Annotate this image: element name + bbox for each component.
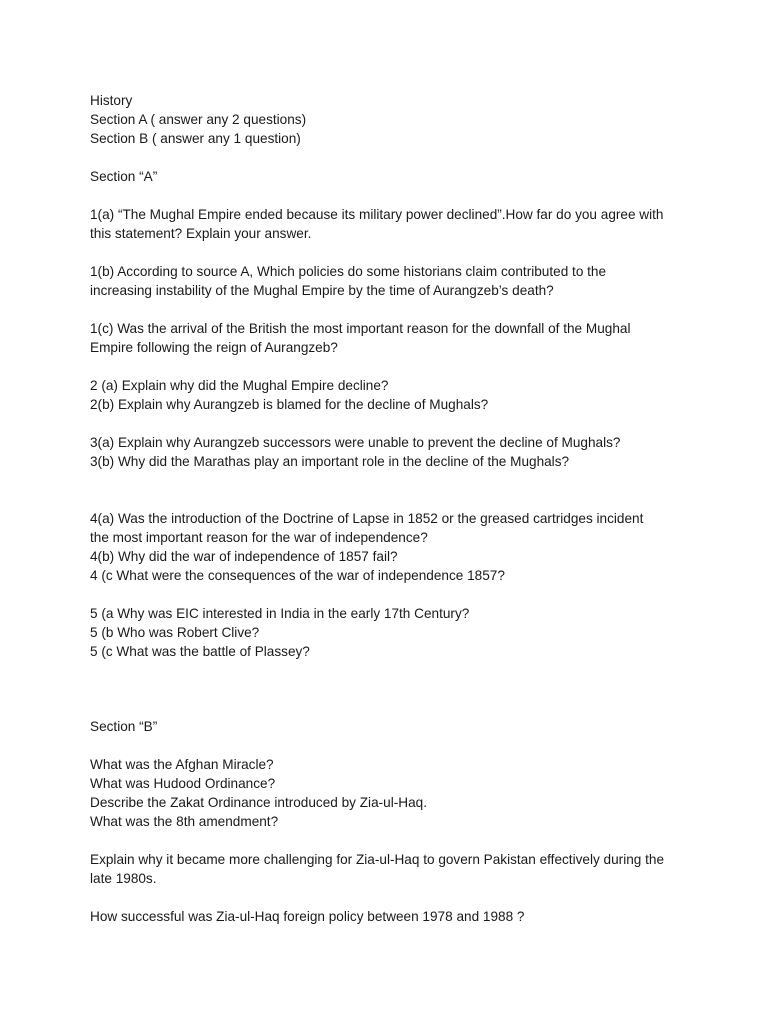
question-1c xyxy=(90,319,690,357)
question-4b: 4(b) Why did the war of independence of 1857 fail? xyxy=(90,549,398,564)
section-b-question-6: How successful was Zia-ul-Haq foreign policy between 1978 and 1988 ? xyxy=(90,909,525,924)
question-1c-line-1: 1(c) Was the arrival of the British the most important reason for the downfall of the Mughal xyxy=(90,321,631,336)
section-a-heading: Section “A” xyxy=(90,169,158,184)
question-1a xyxy=(90,205,690,243)
section-b-instruction: Section B ( answer any 1 question) xyxy=(90,131,301,146)
section-a-instruction: Section A ( answer any 2 questions) xyxy=(90,112,307,127)
question-2a: 2 (a) Explain why did the Mughal Empire decline? xyxy=(90,378,389,393)
question-3b: 3(b) Why did the Marathas play an important role in the decline of the Mughals? xyxy=(90,454,570,469)
question-5c: 5 (c What was the battle of Plassey? xyxy=(90,644,310,659)
question-1b-line-1: 1(b) According to source A, Which policies do some historians claim contributed to the xyxy=(90,264,607,279)
subject-title: History xyxy=(90,93,133,108)
question-4c: 4 (c What were the consequences of the war of independence 1857? xyxy=(90,568,505,583)
question-1a-line-2: this statement? Explain your answer. xyxy=(90,226,312,241)
section-b-question-3: Describe the Zakat Ordinance introduced by Zia-ul-Haq. xyxy=(90,795,427,810)
question-1b xyxy=(90,262,690,300)
question-5a: 5 (a Why was EIC interested in India in the early 17th Century? xyxy=(90,606,470,621)
question-1c-line-2: Empire following the reign of Aurangzeb? xyxy=(90,340,338,355)
section-b-question-5 xyxy=(90,850,690,888)
section-b-question-5-line-1: Explain why it became more challenging for Zia-ul-Haq to govern Pakistan effectively during the xyxy=(90,852,665,867)
question-4a xyxy=(90,509,690,547)
question-4a-line-1: 4(a) Was the introduction of the Doctrine of Lapse in 1852 or the greased cartridges incident xyxy=(90,511,644,526)
question-5b: 5 (b Who was Robert Clive? xyxy=(90,625,260,640)
question-1a-line-1: 1(a) “The Mughal Empire ended because its military power declined”.How far do you agree with xyxy=(90,207,664,222)
question-2b: 2(b) Explain why Aurangzeb is blamed for the decline of Mughals? xyxy=(90,397,489,412)
section-b-question-2: What was Hudood Ordinance? xyxy=(90,776,276,791)
section-b-question-5-line-2: late 1980s. xyxy=(90,871,157,886)
section-b-heading: Section “B” xyxy=(90,719,158,734)
section-b-question-1: What was the Afghan Miracle? xyxy=(90,757,274,772)
question-4a-line-2: the most important reason for the war of independence? xyxy=(90,530,428,545)
question-1b-line-2: increasing instability of the Mughal Empire by the time of Aurangzeb’s death? xyxy=(90,283,554,298)
section-b-question-4: What was the 8th amendment? xyxy=(90,814,279,829)
question-3a: 3(a) Explain why Aurangzeb successors were unable to prevent the decline of Mughals? xyxy=(90,435,621,450)
document-body xyxy=(90,91,690,926)
